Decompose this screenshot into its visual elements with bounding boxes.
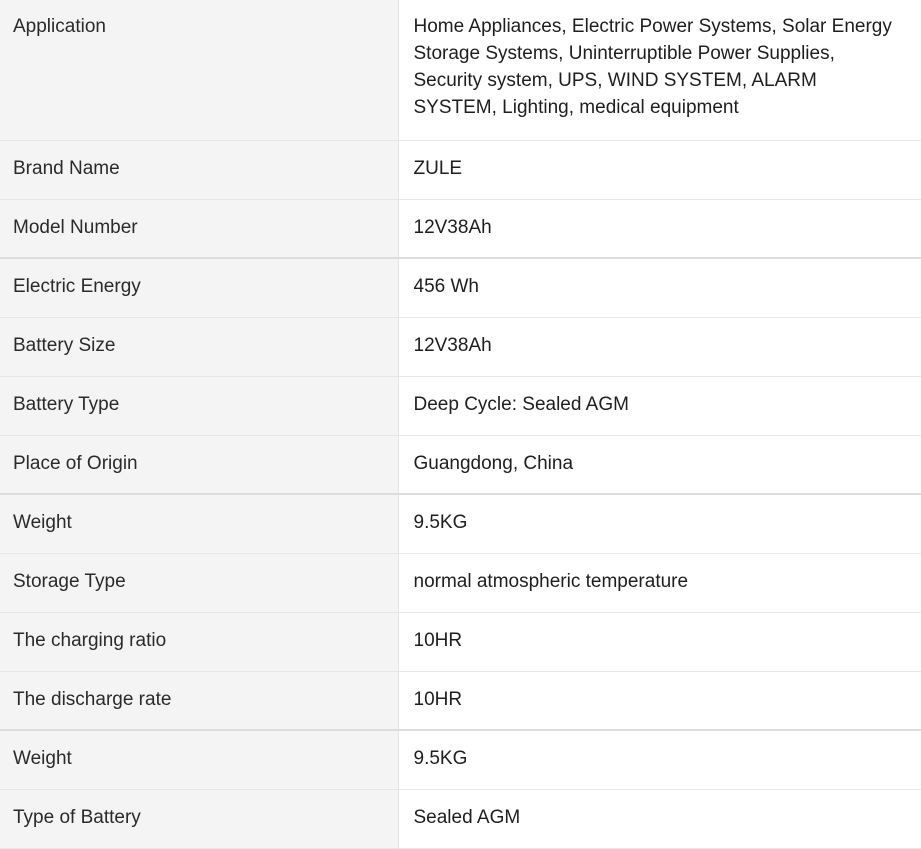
spec-label-type-of-battery: Type of Battery	[0, 789, 398, 848]
table-row	[0, 199, 921, 258]
spec-value-type-of-battery: Sealed AGM	[398, 789, 921, 848]
spec-label-weight: Weight	[0, 494, 398, 553]
spec-value-battery-type: Deep Cycle: Sealed AGM	[398, 376, 921, 435]
spec-label-electric-energy: Electric Energy	[0, 258, 398, 317]
spec-label-storage-type: Storage Type	[0, 553, 398, 612]
table-row	[0, 0, 921, 140]
spec-label-charging-ratio: The charging ratio	[0, 612, 398, 671]
spec-value-application: Home Appliances, Electric Power Systems, Solar Energy Storage Systems, Uninterruptible Power Supplies, Security system, UPS, WIND SYSTEM, ALARM SYSTEM, Lighting, medical equipment	[398, 0, 921, 140]
table-row	[0, 376, 921, 435]
spec-value-brand-name: ZULE	[398, 140, 921, 199]
spec-value-weight: 9.5KG	[398, 494, 921, 553]
spec-label-model-number: Model Number	[0, 199, 398, 258]
spec-label-place-of-origin: Place of Origin	[0, 435, 398, 494]
spec-value-battery-size: 12V38Ah	[398, 317, 921, 376]
table-row	[0, 553, 921, 612]
table-row	[0, 730, 921, 789]
spec-value-discharge-rate: 10HR	[398, 671, 921, 730]
table-row	[0, 494, 921, 553]
table-row	[0, 140, 921, 199]
table-row	[0, 671, 921, 730]
spec-value-weight-2: 9.5KG	[398, 730, 921, 789]
spec-label-application: Application	[0, 0, 398, 140]
spec-value-storage-type: normal atmospheric temperature	[398, 553, 921, 612]
table-row	[0, 789, 921, 848]
spec-label-discharge-rate: The discharge rate	[0, 671, 398, 730]
spec-label-battery-size: Battery Size	[0, 317, 398, 376]
spec-value-place-of-origin: Guangdong, China	[398, 435, 921, 494]
table-row	[0, 612, 921, 671]
table-row	[0, 317, 921, 376]
spec-label-battery-type: Battery Type	[0, 376, 398, 435]
spec-label-weight-2: Weight	[0, 730, 398, 789]
spec-value-charging-ratio: 10HR	[398, 612, 921, 671]
spec-value-model-number: 12V38Ah	[398, 199, 921, 258]
table-row	[0, 258, 921, 317]
spec-label-brand-name: Brand Name	[0, 140, 398, 199]
spec-value-electric-energy: 456 Wh	[398, 258, 921, 317]
table-row	[0, 435, 921, 494]
